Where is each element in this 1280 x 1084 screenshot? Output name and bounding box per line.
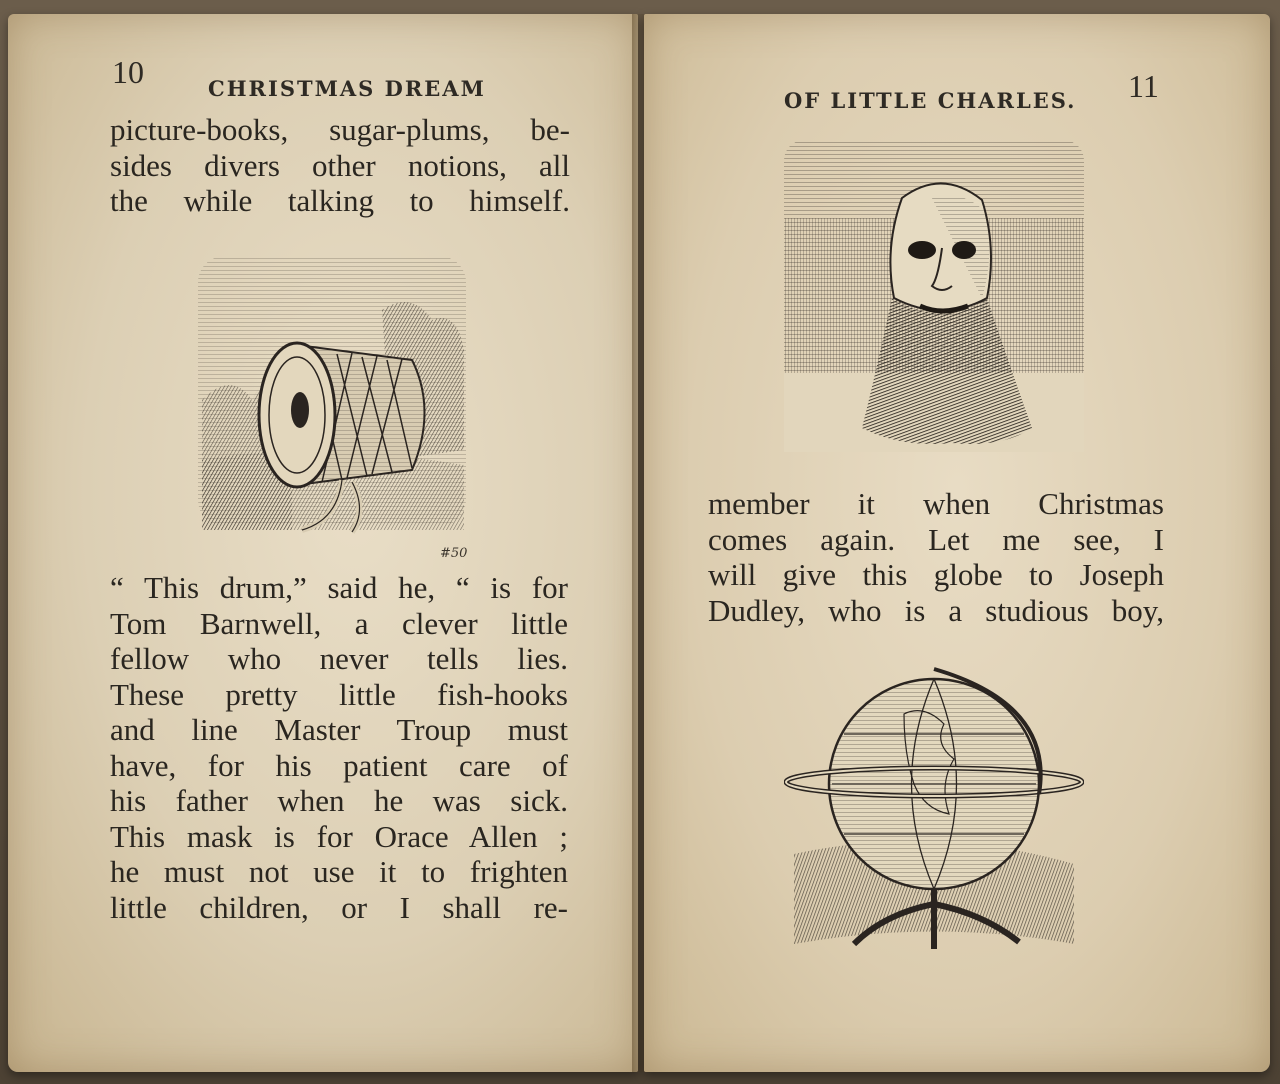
- right-running-head: OF LITTLE CHARLES.: [784, 88, 1077, 113]
- text-line: and line Master Troup must: [110, 712, 568, 747]
- left-top-paragraph: [110, 112, 570, 219]
- left-page: [8, 14, 638, 1072]
- drum-icon: [192, 250, 472, 540]
- right-page: [644, 14, 1270, 1072]
- text-line: the while talking to himself.: [110, 183, 570, 218]
- right-page-number: 11: [1128, 68, 1159, 104]
- text-line: he must not use it to frighten: [110, 854, 568, 889]
- left-bottom-paragraph: [110, 570, 568, 925]
- left-running-head: CHRISTMAS DREAM: [208, 76, 486, 101]
- text-line: Tom Barnwell, a clever little: [110, 605, 568, 641]
- text-line: little children, or I shall re-: [110, 889, 568, 925]
- right-paragraph: [708, 486, 1164, 628]
- mask-icon: [782, 138, 1086, 456]
- text-line: “ This drum,” said he, “ is for: [110, 570, 568, 605]
- text-line: These pretty little fish-hooks: [110, 676, 568, 712]
- plate-number: #50: [440, 546, 468, 561]
- text-line: his father when he was sick.: [110, 783, 568, 818]
- text-line: member it when Christmas: [708, 486, 1164, 521]
- text-line: This mask is for Orace Allen ;: [110, 818, 568, 854]
- text-line: have, for his patient care of: [110, 747, 568, 783]
- globe-icon: [784, 664, 1084, 954]
- text-line: picture-books, sugar-plums, be-: [110, 112, 570, 147]
- text-line: comes again. Let me see, I: [708, 521, 1164, 557]
- text-line: Dudley, who is a studious boy,: [708, 592, 1164, 628]
- text-line: will give this globe to Joseph: [708, 557, 1164, 592]
- left-page-number: 10: [112, 54, 144, 90]
- text-line: fellow who never tells lies.: [110, 641, 568, 676]
- text-line: sides divers other notions, all: [110, 147, 570, 183]
